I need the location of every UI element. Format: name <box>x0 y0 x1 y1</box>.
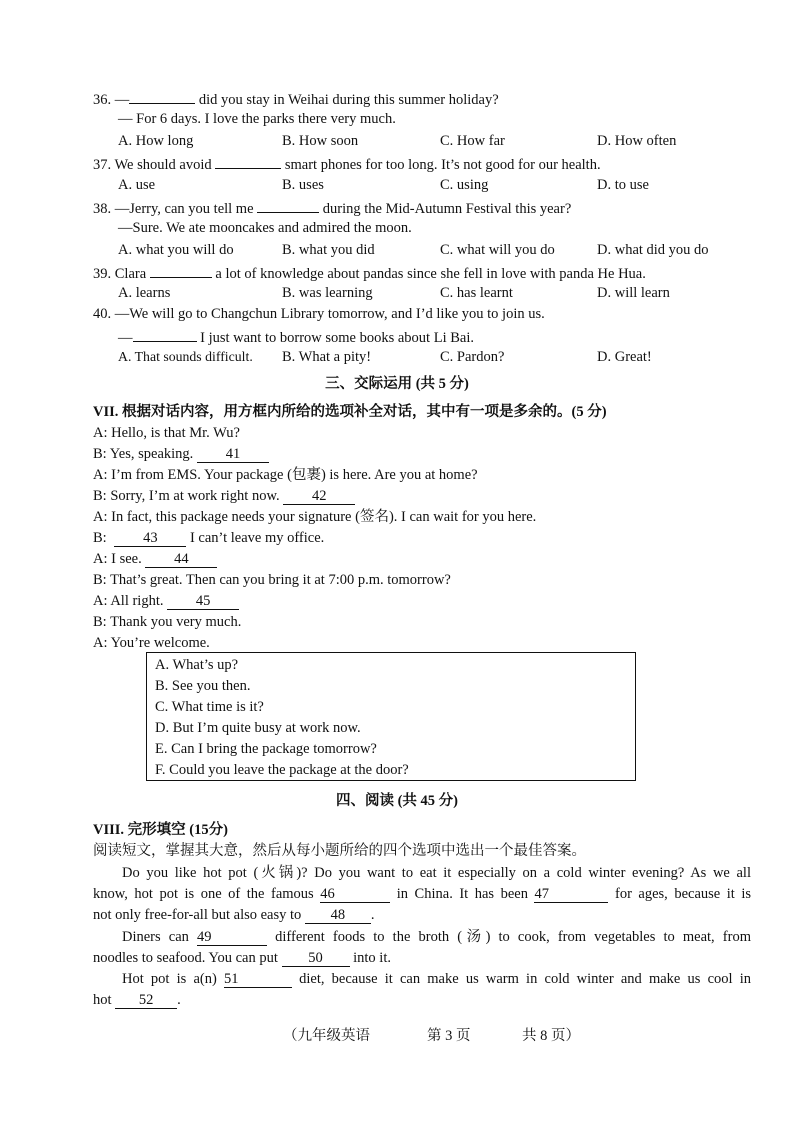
box-option-f[interactable]: F. Could you leave the package at the door? <box>155 762 409 778</box>
question-39 <box>93 263 646 283</box>
question-text: a lot of knowledge about pandas since she fell in love with panda He Hua. <box>211 266 646 282</box>
dialog-line: B: Thank you very much. <box>93 614 242 630</box>
passage-text: different foods to the broth (汤) to cook, from vegetables to meat, from <box>267 929 751 945</box>
question-prefix: — <box>118 330 133 346</box>
dialog-text: B: Sorry, I’m at work right now. <box>93 488 284 504</box>
question-number: 40. <box>93 306 112 322</box>
passage-text: . <box>370 907 375 923</box>
question-40 <box>93 305 545 323</box>
question-prefix: —Jerry, can you tell me <box>114 201 258 217</box>
answer-blank-48[interactable]: 48 <box>305 907 371 924</box>
option-b[interactable]: B. uses <box>282 177 324 193</box>
passage-line <box>93 906 375 924</box>
box-option-a[interactable]: A. What’s up? <box>155 657 239 673</box>
answer-blank[interactable] <box>150 263 212 278</box>
passage-text: Diners can <box>122 929 198 945</box>
box-option-c[interactable]: C. What time is it? <box>155 699 264 715</box>
option-d[interactable]: D. Great! <box>597 349 652 365</box>
question-text: I just want to borrow some books about Li Bai. <box>196 330 474 346</box>
option-c[interactable]: C. has learnt <box>440 285 513 301</box>
options-box <box>146 652 636 781</box>
dialog-line: B: That’s great. Then can you bring it at 7:00 p.m. tomorrow? <box>93 572 451 588</box>
answer-blank-43[interactable]: 43 <box>114 530 186 547</box>
option-a[interactable]: A. That sounds difficult. <box>118 349 253 364</box>
dialog-text: A: All right. <box>93 593 168 609</box>
option-d[interactable]: D. How often <box>597 133 677 149</box>
question-36-reply: — For 6 days. I love the parks there very much. <box>118 111 396 127</box>
option-b[interactable]: B. How soon <box>282 133 359 149</box>
question-prefix: We should avoid <box>114 157 216 173</box>
dialog-line <box>93 529 324 547</box>
passage-line <box>93 949 391 967</box>
dialog-line: A: Hello, is that Mr. Wu? <box>93 425 240 441</box>
dialog-text: B: <box>93 530 111 546</box>
answer-blank-42[interactable]: 42 <box>283 488 355 505</box>
passage-text: hot <box>93 992 116 1008</box>
option-a[interactable]: A. what you will do <box>118 242 234 258</box>
option-b[interactable]: B. What a pity! <box>282 349 372 365</box>
question-text: did you stay in Weihai during this summer holiday? <box>195 92 499 108</box>
option-d[interactable]: D. to use <box>597 177 649 193</box>
passage-line <box>122 970 751 988</box>
option-d[interactable]: D. will learn <box>597 285 670 301</box>
option-c[interactable]: C. Pardon? <box>440 349 505 365</box>
option-b[interactable]: B. what you did <box>282 242 375 258</box>
question-number: 38. <box>93 201 112 217</box>
dialog-line <box>93 487 355 505</box>
passage-text: know, hot pot is one of the famous <box>93 886 321 902</box>
passage-text: . <box>177 992 181 1008</box>
box-option-b[interactable]: B. See you then. <box>155 678 251 694</box>
option-a[interactable]: A. learns <box>118 285 171 301</box>
passage-text: noodles to seafood. You can put <box>93 950 282 966</box>
section-8-heading: VIII. 完形填空 (15分) <box>93 822 228 838</box>
option-c[interactable]: C. what will you do <box>440 242 555 258</box>
passage-text: in China. It has been <box>390 886 535 902</box>
option-a[interactable]: A. How long <box>118 133 194 149</box>
question-38 <box>93 198 571 218</box>
question-37 <box>93 154 601 174</box>
passage-line <box>93 885 751 903</box>
dialog-line: A: You’re welcome. <box>93 635 210 651</box>
passage-text: not only free-for-all but also easy to <box>93 907 305 923</box>
footer-page-number: 第 3 页 <box>427 1028 471 1044</box>
passage-line <box>93 991 181 1009</box>
dialog-line: A: I’m from EMS. Your package (包裹) is here. Are you at home? <box>93 467 478 483</box>
option-a[interactable]: A. use <box>118 177 156 193</box>
dialog-text: B: Yes, speaking. <box>93 446 197 462</box>
option-d[interactable]: D. what did you do <box>597 242 709 258</box>
question-text: smart phones for too long. It’s not good for our health. <box>281 157 601 173</box>
answer-blank-46[interactable]: 46 <box>320 886 390 903</box>
answer-blank-44[interactable]: 44 <box>145 551 217 568</box>
section-3-title: 三、交际运用 (共 5 分) <box>325 376 469 392</box>
dialog-line <box>93 445 269 463</box>
answer-blank[interactable] <box>215 154 281 169</box>
passage-text: into it. <box>349 950 391 966</box>
question-36 <box>93 89 499 109</box>
question-40-reply <box>118 327 474 347</box>
box-option-d[interactable]: D. But I’m quite busy at work now. <box>155 720 361 736</box>
answer-blank-41[interactable]: 41 <box>197 446 269 463</box>
section-8-instruction: 阅读短文，掌握其大意，然后从每小题所给的四个选项中选出一个最佳答案。 <box>93 843 586 859</box>
answer-blank-47[interactable]: 47 <box>534 886 608 903</box>
question-number: 37. <box>93 157 112 173</box>
box-option-e[interactable]: E. Can I bring the package tomorrow? <box>155 741 377 757</box>
answer-blank[interactable] <box>129 89 195 104</box>
passage-line <box>122 928 751 946</box>
dialog-line <box>93 550 217 568</box>
option-b[interactable]: B. was learning <box>282 285 373 301</box>
dialog-text: I can’t leave my office. <box>186 530 325 546</box>
passage-text: diet, because it can make us warm in cold winter and make us cool in <box>291 971 751 987</box>
footer-subject: （九年级英语 <box>283 1028 370 1044</box>
answer-blank-45[interactable]: 45 <box>167 593 239 610</box>
dialog-line <box>93 592 239 610</box>
question-number: 39. <box>93 266 112 282</box>
answer-blank[interactable] <box>133 327 197 342</box>
answer-blank-52[interactable]: 52 <box>115 992 177 1009</box>
question-prefix: — <box>114 92 130 108</box>
question-text: during the Mid-Autumn Festival this year? <box>319 201 572 217</box>
answer-blank-49[interactable]: 49 <box>197 929 267 946</box>
option-c[interactable]: C. How far <box>440 133 505 149</box>
section-7-heading: VII. 根据对话内容，用方框内所给的选项补全对话，其中有一项是多余的。(5 分) <box>93 404 607 420</box>
footer-total-pages: 共 8 页） <box>522 1028 580 1044</box>
question-number: 36. <box>93 92 112 108</box>
question-text: —We will go to Changchun Library tomorrow, and I’d like you to join us. <box>114 306 545 322</box>
dialog-text: A: I see. <box>93 551 146 567</box>
passage-line: Do you like hot pot (火锅)? Do you want to eat it especially on a cold winter evening? As we all <box>122 865 751 881</box>
passage-text: for ages, because it is <box>608 886 751 902</box>
section-4-title: 四、阅读 (共 45 分) <box>335 793 459 809</box>
question-prefix: Clara <box>114 266 150 282</box>
option-c[interactable]: C. using <box>440 177 489 193</box>
dialog-line: A: In fact, this package needs your signature (签名). I can wait for you here. <box>93 509 537 525</box>
answer-blank-50[interactable]: 50 <box>282 950 350 967</box>
passage-text: Hot pot is a(n) <box>122 971 224 987</box>
question-38-reply: —Sure. We ate mooncakes and admired the moon. <box>118 220 412 236</box>
answer-blank-51[interactable]: 51 <box>224 971 292 988</box>
answer-blank[interactable] <box>257 198 319 213</box>
